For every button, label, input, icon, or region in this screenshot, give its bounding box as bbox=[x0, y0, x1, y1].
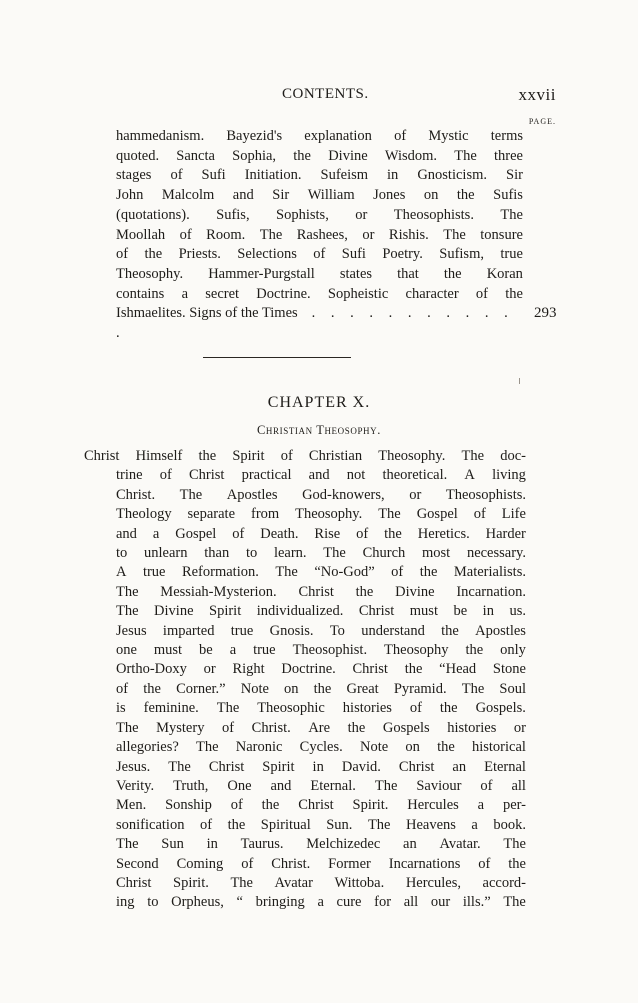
summary-line: allegories? The Naronic Cycles. Note on the historical bbox=[116, 739, 526, 756]
chapter-heading: CHAPTER X. bbox=[267, 394, 371, 411]
entry-line: Moollah of Room. The Rashees, or Rishis. The tonsure bbox=[116, 226, 523, 243]
summary-line: The Mystery of Christ. Are the Gospels histories or bbox=[116, 719, 526, 736]
summary-line: Men. Sonship of the Christ Spirit. Hercules a per- bbox=[116, 797, 526, 814]
running-header bbox=[0, 86, 638, 108]
entry-line: contains a secret Doctrine. Sopheistic character of the bbox=[116, 285, 523, 302]
entry-line: hammedanism. Bayezid's explanation of Mystic terms bbox=[116, 128, 523, 144]
summary-line: sonification of the Spiritual Sun. The Heavens a book. bbox=[116, 816, 526, 833]
summary-line: Christ Spirit. The Avatar Wittoba. Hercules, accord- bbox=[116, 874, 526, 891]
summary-line: Theology separate from Theosophy. The Gospel of Life bbox=[116, 506, 526, 523]
summary-line: to unlearn than to learn. The Church most necessary. bbox=[116, 545, 526, 562]
entry-last-line bbox=[116, 304, 557, 343]
summary-line: Verity. Truth, One and Eternal. The Saviour of all bbox=[116, 777, 526, 794]
summary-line: is feminine. The Theosophic histories of the Gospels. bbox=[116, 700, 526, 717]
entry-line: Theosophy. Hammer-Purgstall states that the Koran bbox=[116, 265, 523, 282]
summary-line: trine of Christ practical and not theoretical. A living bbox=[116, 467, 526, 484]
page-folio: xxvii bbox=[518, 85, 556, 104]
summary-line: A true Reformation. The “No-God” of the Materialists. bbox=[116, 564, 526, 581]
entry-line: of the Priests. Selections of Sufi Poetry. Sufism, true bbox=[116, 246, 523, 263]
dot-leaders: . . . . . . . . . . . . bbox=[116, 305, 514, 342]
summary-line: The Sun in Taurus. Melchizedec an Avatar. The bbox=[116, 836, 526, 853]
chapter-summary bbox=[84, 447, 526, 913]
summary-line: Christ. The Apostles God-knowers, or Theosophists. bbox=[116, 486, 526, 503]
entry-line: John Malcolm and Sir William Jones on the Sufis bbox=[116, 187, 523, 204]
summary-line: ing to Orpheus, “ bringing a cure for all our ills.” The bbox=[116, 894, 526, 911]
running-title: CONTENTS. bbox=[282, 86, 369, 102]
entry-line: (quotations). Sufis, Sophists, or Theosophists. The bbox=[116, 206, 523, 223]
page-speck bbox=[519, 378, 520, 384]
summary-line: of the Corner.” Note on the Great Pyramid. The Soul bbox=[116, 680, 526, 697]
summary-line: Christ Himself the Spirit of Christian Theosophy. The doc- bbox=[84, 448, 526, 464]
entry-last-text: Ishmaelites. Signs of the Times bbox=[116, 305, 298, 322]
summary-line: Ortho-Doxy or Right Doctrine. Christ the “Head Stone bbox=[116, 661, 526, 678]
summary-line: Jesus imparted true Gnosis. To understand the Apostles bbox=[116, 622, 526, 639]
summary-line: The Messiah-Mysterion. Christ the Divine Incarnation. bbox=[116, 583, 526, 600]
summary-line: one must be a true Theosophist. Theosophy the only bbox=[116, 642, 526, 659]
section-divider bbox=[203, 357, 351, 358]
page-column-label: PAGE. bbox=[528, 117, 556, 126]
entry-page-number: 293 bbox=[534, 305, 557, 322]
summary-line: Jesus. The Christ Spirit in David. Christ an Eternal bbox=[116, 758, 526, 775]
entry-line: stages of Sufi Initiation. Sufeism in Gnosticism. Sir bbox=[116, 167, 523, 184]
summary-line: Second Coming of Christ. Former Incarnations of the bbox=[116, 855, 526, 872]
summary-line: and a Gospel of Death. Rise of the Heretics. Harder bbox=[116, 525, 526, 542]
previous-chapter-entry bbox=[116, 127, 557, 344]
entry-line: quoted. Sancta Sophia, the Divine Wisdom. The three bbox=[116, 147, 523, 164]
chapter-title: Christian Theosophy. bbox=[256, 423, 381, 437]
summary-line: The Divine Spirit individualized. Christ must be in us. bbox=[116, 603, 526, 620]
